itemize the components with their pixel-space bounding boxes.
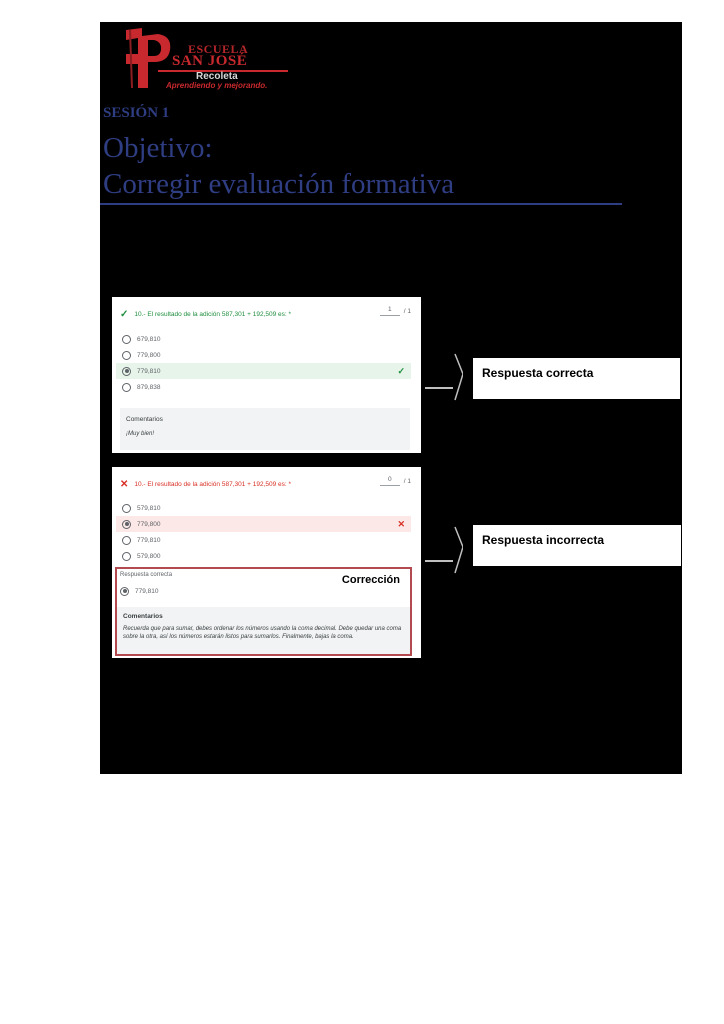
option-label: 879,838 bbox=[137, 383, 161, 391]
x-icon: ✕ bbox=[120, 479, 129, 490]
score bbox=[380, 306, 411, 316]
correct-answer-value: 779,810 bbox=[135, 587, 159, 595]
radio-icon bbox=[122, 536, 131, 545]
option-label: 579,810 bbox=[137, 504, 161, 512]
logo-name-line2: SAN JOSÉ bbox=[172, 53, 248, 69]
objective-title bbox=[103, 130, 454, 202]
score-total: / 1 bbox=[403, 307, 411, 315]
arrow-right-icon bbox=[423, 352, 463, 402]
radio-icon bbox=[122, 383, 131, 392]
incorrect-answer-callout: Respuesta incorrecta bbox=[473, 525, 681, 566]
option-label: 579,800 bbox=[137, 552, 161, 560]
score-input[interactable]: 0 bbox=[380, 476, 400, 486]
comment-box bbox=[117, 607, 410, 654]
comments-label: Comentarios bbox=[123, 613, 163, 620]
question-text: 10.- El resultado de la adición 587,301 + 192,509 es: * bbox=[134, 481, 292, 488]
objective-heading: Objetivo: bbox=[103, 132, 213, 164]
option-1[interactable] bbox=[116, 500, 411, 516]
option-label: 779,810 bbox=[137, 536, 161, 544]
option-4[interactable] bbox=[116, 548, 411, 564]
correct-answer-callout: Respuesta correcta bbox=[473, 358, 680, 399]
comments-label: Comentarios bbox=[126, 416, 163, 423]
title-divider bbox=[100, 203, 622, 205]
check-icon: ✓ bbox=[397, 365, 405, 376]
slide bbox=[100, 22, 682, 774]
school-logo bbox=[114, 24, 314, 94]
arrow-right-icon bbox=[423, 525, 463, 575]
x-icon: ✕ bbox=[397, 518, 405, 529]
score-input[interactable]: 1 bbox=[380, 306, 400, 316]
radio-icon bbox=[122, 351, 131, 360]
logo-motto: Aprendiendo y mejorando. bbox=[166, 81, 268, 90]
correction-box bbox=[115, 567, 412, 656]
logo-subtitle: Recoleta bbox=[196, 71, 238, 82]
radio-selected-icon bbox=[120, 587, 129, 596]
check-icon: ✓ bbox=[120, 309, 129, 320]
question-header bbox=[120, 479, 291, 490]
logo-name-line1: ESCUELA bbox=[188, 42, 249, 56]
option-label: 779,800 bbox=[137, 520, 161, 528]
score-total: / 1 bbox=[403, 477, 411, 485]
radio-icon bbox=[122, 552, 131, 561]
radio-icon bbox=[122, 335, 131, 344]
option-3[interactable] bbox=[116, 532, 411, 548]
session-label: SESIÓN 1 bbox=[103, 105, 170, 121]
comment-text: Recuerda que para sumar, debes ordenar los números usando la coma decimal. Debe quedar una coma sobre la otra, así los números estarán listos para sumarlos. Finalmente, bajas la coma. bbox=[123, 626, 402, 640]
option-1[interactable] bbox=[116, 331, 411, 347]
option-label: 679,810 bbox=[137, 335, 161, 343]
radio-icon bbox=[122, 504, 131, 513]
option-4[interactable] bbox=[116, 379, 411, 395]
objective-text: Corregir evaluación formativa bbox=[103, 168, 455, 200]
score bbox=[380, 476, 411, 486]
correction-title: Corrección bbox=[341, 574, 400, 586]
form-card-incorrect bbox=[112, 467, 421, 658]
option-label: 779,810 bbox=[137, 367, 161, 375]
option-label: 779,800 bbox=[137, 351, 161, 359]
form-card-correct bbox=[112, 297, 421, 453]
option-2-selected[interactable] bbox=[116, 516, 411, 532]
question-header bbox=[120, 309, 291, 320]
comment-box bbox=[120, 408, 410, 450]
question-text: 10.- El resultado de la adición 587,301 + 192,509 es: * bbox=[134, 311, 292, 318]
comment-text: ¡Muy bien! bbox=[126, 431, 155, 437]
option-2[interactable] bbox=[116, 347, 411, 363]
option-3-selected[interactable] bbox=[116, 363, 411, 379]
correct-answer-option bbox=[120, 583, 159, 599]
radio-selected-icon bbox=[122, 367, 131, 376]
radio-selected-icon bbox=[122, 520, 131, 529]
correct-answer-label: Respuesta correcta bbox=[120, 572, 173, 578]
